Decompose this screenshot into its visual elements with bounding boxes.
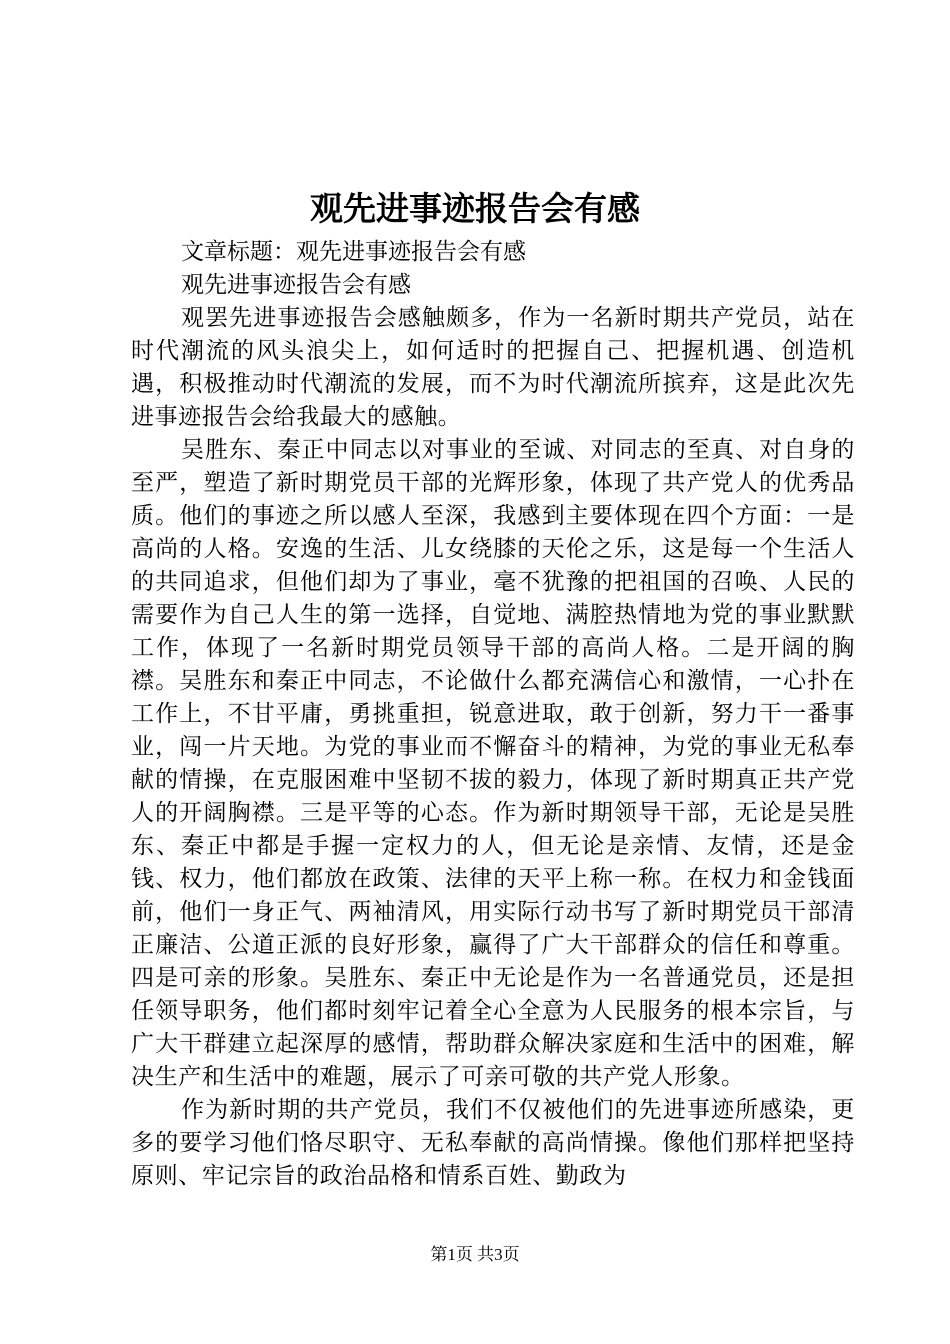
article-subtitle: 观先进事迹报告会有感: [181, 272, 411, 298]
page-footer: 第1页 共3页: [430, 1245, 520, 1264]
article-title-line: 文章标题：观先进事迹报告会有感: [181, 239, 526, 265]
paragraph-2: 吴胜东、秦正中同志以对事业的至诚、对同志的至真、对自身的至严，塑造了新时期党员干部的光辉形象，体现了共产党人的优秀品质。他们的事迹之所以感人至深，我感到主要体现在四个方面：一是高尚的人格。安逸的生活、儿女绕膝的天伦之乐，这是每一个生活人的共同追求，但他们却为了事业，毫不犹豫的把祖国的召唤、人民的需要作为自己人生的第一选择，自觉地、满腔热情地为党的事业默默工作，体现了一名新时期党员领导干部的高尚人格。二是开阔的胸襟。吴胜东和秦正中同志，不论做什么都充满信心和激情，一心扑在工作上，不甘平庸，勇挑重担，锐意进取，敢于创新，努力干一番事业，闯一片天地。为党的事业而不懈奋斗的精神，为党的事业无私奉献的情操，在克服困难中坚韧不拔的毅力，体现了新时期真正共产党人的开阔胸襟。三是平等的心态。作为新时期领导干部，无论是吴胜东、秦正中都是手握一定权力的人，但无论是亲情、友情，还是金钱、权力，他们都放在政策、法律的天平上称一称。在权力和金钱面前，他们一身正气、两袖清风，用实际行动书写了新时期党员干部清正廉洁、公道正派的良好形象，赢得了广大干部群众的信任和尊重。四是可亲的形象。吴胜东、秦正中无论是作为一名普通党员，还是担任领导职务，他们都时刻牢记着全心全意为人民服务的根本宗旨，与广大干群建立起深厚的感情，帮助群众解决家庭和生活中的困难，解决生产和生活中的难题，展示了可亲可敬的共产党人形象。: [131, 437, 855, 1090]
document-body: [131, 236, 855, 1193]
paragraph-3: 作为新时期的共产党员，我们不仅被他们的先进事迹所感染，更多的要学习他们恪尽职守、无私奉献的高尚情操。像他们那样把坚持原则、牢记宗旨的政治品格和情系百姓、勤政为: [131, 1097, 855, 1189]
document-title: 观先进事迹报告会有感: [310, 189, 640, 228]
paragraph-1: 观罢先进事迹报告会感触颇多，作为一名新时期共产党员，站在时代潮流的风头浪尖上，如何适时的把握自己、把握机遇、创造机遇，积极推动时代潮流的发展，而不为时代潮流所摈弃，这是此次先进事迹报告会给我最大的感触。: [131, 305, 855, 430]
